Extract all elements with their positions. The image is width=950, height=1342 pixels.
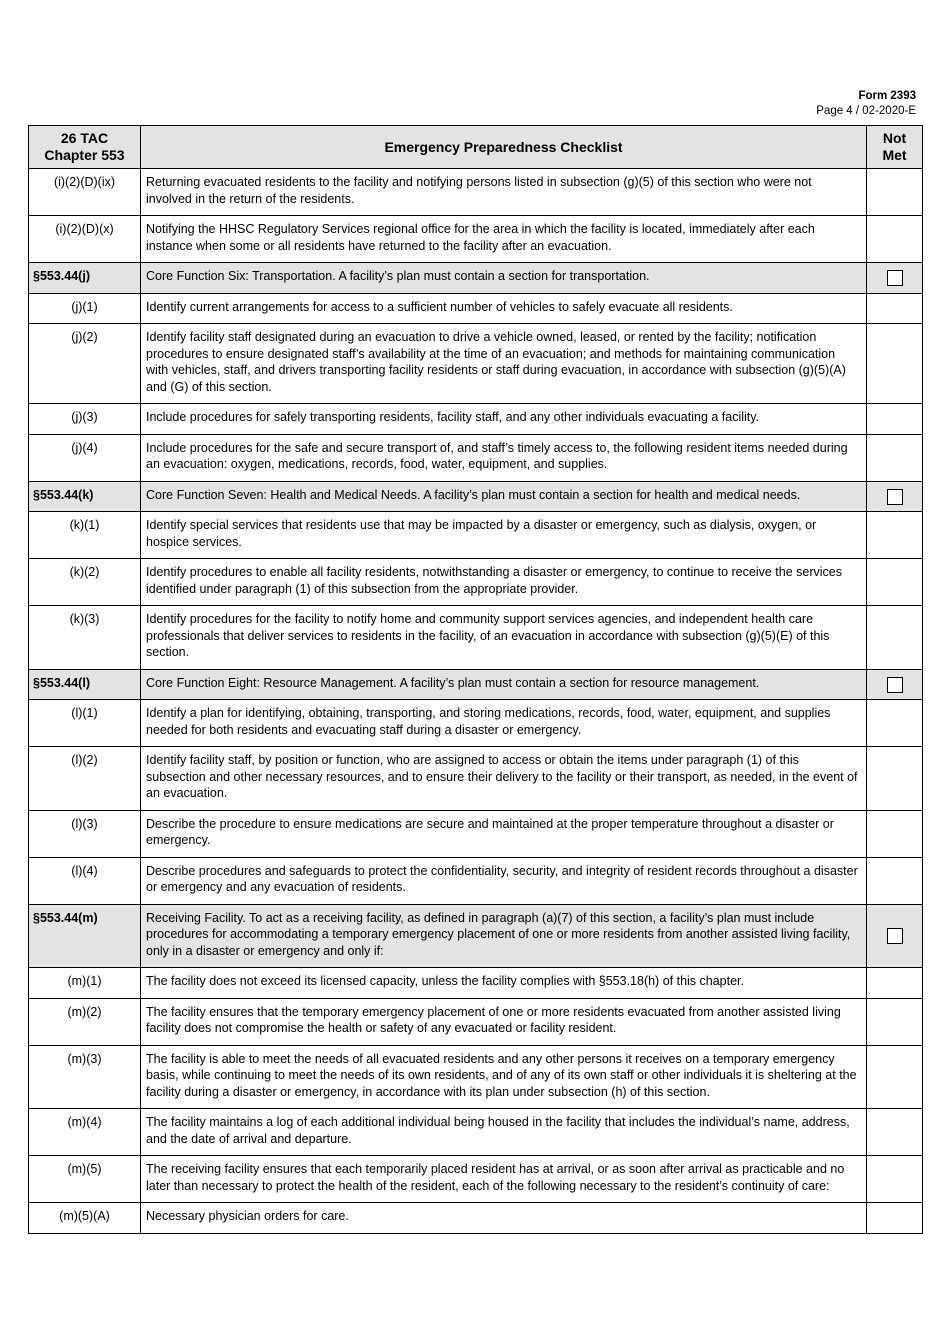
section-row — [29, 481, 923, 512]
rule-description: The receiving facility ensures that each temporarily placed resident has at arrival, or as soon after arrival as practicable and no later than necessary to protect the health of the resident, each of the following necessary to the resident’s continuity of care: — [141, 1156, 867, 1203]
rule-reference: (l)(4) — [29, 857, 141, 904]
rule-description: Identify a plan for identifying, obtaining, transporting, and storing medications, records, food, water, equipment, and supplies needed for both residents and evacuating staff during a disaster or emergency. — [141, 700, 867, 747]
table-row — [29, 559, 923, 606]
rule-reference: (j)(2) — [29, 324, 141, 404]
rule-reference: (k)(1) — [29, 512, 141, 559]
table-row — [29, 216, 923, 263]
rule-reference: (k)(3) — [29, 606, 141, 670]
not-met-cell — [867, 434, 923, 481]
rule-reference: (l)(2) — [29, 747, 141, 811]
rule-description: Identify facility staff designated during an evacuation to drive a vehicle owned, leased, or rented by the facility; notification procedures to ensure designated staff’s availability at the time of an evacuation; and methods for maintaining communication with vehicles, staff, and drivers transporting facility residents or staff during evacuation, in accordance with subsection (g)(5)(A) and (G) of this section. — [141, 324, 867, 404]
not-met-cell — [867, 512, 923, 559]
not-met-cell — [867, 747, 923, 811]
rule-reference: (l)(3) — [29, 810, 141, 857]
not-met-cell — [867, 1156, 923, 1203]
rule-reference: (l)(1) — [29, 700, 141, 747]
rule-description: Identify procedures for the facility to notify home and community support services agencies, and independent health care professionals that deliver services to residents in the facility, of an evacuation in accordance with subsection (g)(5)(E) of this section. — [141, 606, 867, 670]
not-met-checkbox[interactable] — [887, 677, 903, 693]
section-reference: §553.44(m) — [29, 904, 141, 968]
not-met-cell — [867, 1045, 923, 1109]
table-row — [29, 169, 923, 216]
checklist-table — [28, 125, 923, 1234]
rule-reference: (i)(2)(D)(ix) — [29, 169, 141, 216]
table-row — [29, 747, 923, 811]
not-met-cell — [867, 1109, 923, 1156]
not-met-checkbox[interactable] — [887, 489, 903, 505]
rule-reference: (m)(3) — [29, 1045, 141, 1109]
checklist-rows — [29, 169, 923, 1234]
not-met-cell — [867, 324, 923, 404]
rule-reference: (i)(2)(D)(x) — [29, 216, 141, 263]
not-met-cell — [867, 559, 923, 606]
rule-description: Identify current arrangements for access to a sufficient number of vehicles to safely evacuate all residents. — [141, 293, 867, 324]
rule-description: Describe procedures and safeguards to protect the confidentiality, security, and integrity of resident records throughout a disaster or emergency and any evacuation of residents. — [141, 857, 867, 904]
rule-description: Returning evacuated residents to the facility and notifying persons listed in subsection (g)(5) of this section who were not involved in the return of the residents. — [141, 169, 867, 216]
not-met-cell — [867, 169, 923, 216]
page-info: Page 4 / 02-2020-E — [816, 105, 916, 117]
section-row — [29, 669, 923, 700]
rule-reference: (m)(5) — [29, 1156, 141, 1203]
rule-reference: (m)(1) — [29, 968, 141, 999]
table-row — [29, 324, 923, 404]
rule-description: The facility ensures that the temporary emergency placement of one or more residents evacuated from another assisted living facility does not compromise the health or safety of any evacuated or facility resident. — [141, 998, 867, 1045]
rule-description: Identify special services that residents use that may be impacted by a disaster or emergency, such as dialysis, oxygen, or hospice services. — [141, 512, 867, 559]
table-row — [29, 293, 923, 324]
rule-description: The facility does not exceed its licensed capacity, unless the facility complies with §553.18(h) of this chapter. — [141, 968, 867, 999]
not-met-cell — [867, 700, 923, 747]
not-met-checkbox[interactable] — [887, 270, 903, 286]
rule-description: Identify procedures to enable all facility residents, notwithstanding a disaster or emergency, to continue to receive the services identified under paragraph (1) of this subsection from the appropriate provider. — [141, 559, 867, 606]
not-met-cell — [867, 1203, 923, 1234]
rule-reference: (m)(2) — [29, 998, 141, 1045]
form-header — [816, 89, 916, 119]
section-description: Core Function Eight: Resource Management. A facility’s plan must contain a section for resource management. — [141, 669, 867, 700]
table-row — [29, 998, 923, 1045]
section-reference: §553.44(l) — [29, 669, 141, 700]
table-row — [29, 434, 923, 481]
not-met-cell — [867, 968, 923, 999]
table-row — [29, 1156, 923, 1203]
table-row — [29, 700, 923, 747]
rule-description: Include procedures for safely transporting residents, facility staff, and any other individuals evacuating a facility. — [141, 404, 867, 435]
table-row — [29, 1109, 923, 1156]
table-row — [29, 968, 923, 999]
not-met-checkbox[interactable] — [887, 928, 903, 944]
not-met-cell — [867, 857, 923, 904]
not-met-cell — [867, 481, 923, 512]
section-description: Core Function Six: Transportation. A facility’s plan must contain a section for transportation. — [141, 263, 867, 294]
rule-description: Include procedures for the safe and secure transport of, and staff’s timely access to, the following resident items needed during an evacuation: oxygen, medications, records, food, water, equipment, and supplies. — [141, 434, 867, 481]
table-row — [29, 810, 923, 857]
not-met-cell — [867, 669, 923, 700]
table-row — [29, 606, 923, 670]
not-met-cell — [867, 263, 923, 294]
rule-description: Identify facility staff, by position or function, who are assigned to access or obtain the items under paragraph (1) of this subsection and other necessary resources, and to ensure their delivery to the facility or their transport, as needed, in the event of an evacuation. — [141, 747, 867, 811]
rule-reference: (j)(3) — [29, 404, 141, 435]
rule-reference: (m)(4) — [29, 1109, 141, 1156]
reference-column-header: 26 TAC Chapter 553 — [29, 126, 141, 169]
section-row — [29, 904, 923, 968]
rule-reference: (m)(5)(A) — [29, 1203, 141, 1234]
rule-description: The facility maintains a log of each additional individual being housed in the facility that includes the individual’s name, address, and the date of arrival and departure. — [141, 1109, 867, 1156]
section-reference: §553.44(k) — [29, 481, 141, 512]
checklist-column-header: Emergency Preparedness Checklist — [141, 126, 867, 169]
table-header-row — [29, 126, 923, 169]
rule-reference: (k)(2) — [29, 559, 141, 606]
table-row — [29, 1045, 923, 1109]
not-met-cell — [867, 293, 923, 324]
not-met-cell — [867, 998, 923, 1045]
table-row — [29, 404, 923, 435]
not-met-cell — [867, 810, 923, 857]
table-row — [29, 1203, 923, 1234]
table-row — [29, 512, 923, 559]
not-met-column-header: Not Met — [867, 126, 923, 169]
rule-description: Notifying the HHSC Regulatory Services regional office for the area in which the facility is located, immediately after each instance when some or all residents have returned to the facility after an evacuation. — [141, 216, 867, 263]
not-met-cell — [867, 904, 923, 968]
not-met-cell — [867, 606, 923, 670]
section-row — [29, 263, 923, 294]
section-description: Core Function Seven: Health and Medical Needs. A facility’s plan must contain a section for health and medical needs. — [141, 481, 867, 512]
section-reference: §553.44(j) — [29, 263, 141, 294]
rule-description: Necessary physician orders for care. — [141, 1203, 867, 1234]
rule-reference: (j)(1) — [29, 293, 141, 324]
form-number: Form 2393 — [858, 90, 916, 102]
table-row — [29, 857, 923, 904]
not-met-cell — [867, 216, 923, 263]
not-met-cell — [867, 404, 923, 435]
section-description: Receiving Facility. To act as a receiving facility, as defined in paragraph (a)(7) of this section, a facility’s plan must include procedures for accommodating a temporary emergency placement of one or more residents from another assisted living facility, only in a disaster or emergency and only if: — [141, 904, 867, 968]
rule-reference: (j)(4) — [29, 434, 141, 481]
rule-description: The facility is able to meet the needs of all evacuated residents and any other persons it receives on a temporary emergency basis, while continuing to meet the needs of its own residents, and of any of its own staff or other individuals it is sheltering at the facility during a disaster or emergency, in accordance with its plan under subsection (h) of this section. — [141, 1045, 867, 1109]
rule-description: Describe the procedure to ensure medications are secure and maintained at the proper temperature throughout a disaster or emergency. — [141, 810, 867, 857]
